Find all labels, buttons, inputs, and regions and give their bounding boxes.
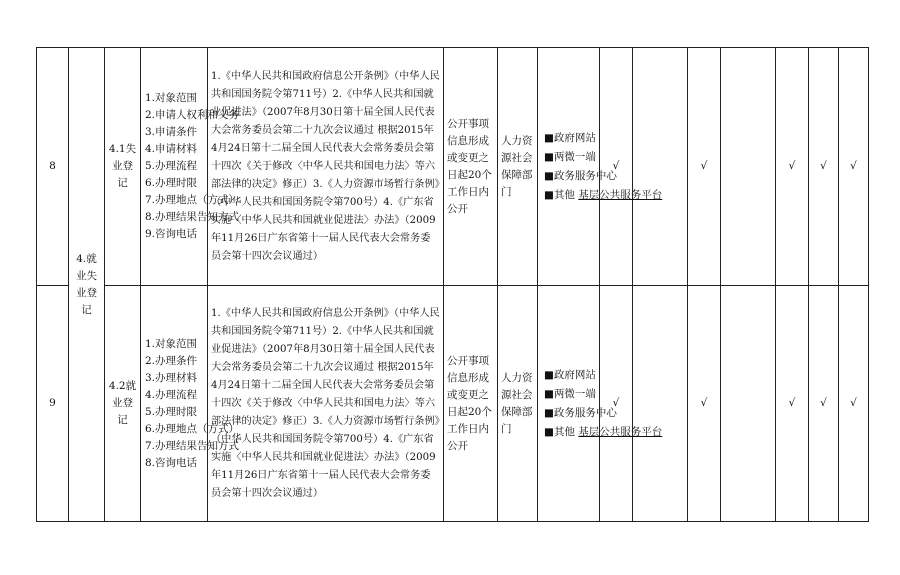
check-cell: √	[809, 48, 839, 286]
check-cell: √	[688, 48, 721, 286]
content-item: 6.办理地点（方式）	[145, 422, 240, 435]
content-item: 3.申请条件	[145, 126, 198, 138]
check-cell	[721, 48, 776, 286]
content-item: 8.办理结果告知方式	[145, 211, 240, 223]
channels	[538, 48, 663, 286]
check-cell: √	[600, 286, 633, 522]
check-cell: √	[839, 286, 869, 522]
sub-item: 4.2就业登记	[105, 286, 141, 522]
channel-item: ■两微一端	[544, 150, 596, 163]
content-item: 8.咨询电话	[145, 456, 198, 469]
content-item: 7.办理地点（方式）	[145, 194, 240, 206]
sub-item: 4.1失业登记	[105, 48, 141, 286]
channel-item: ■政府网站	[544, 368, 596, 381]
legal-basis: 1.《中华人民共和国政府信息公开条例》（中华人民共和国国务院令第711号）2.《中华人民共和国就业促进法》（2007年8月30日第十届全国人民代表大会常务委员会第二十九次会议通过 根据2015年4月24日第十二届全国人民代表大会常务委员会第十四次《关于修改〈中华人民共和国电力法〉等六部法律的决定》修正）3.《人力资源市场暂行条例》（中华人民共和国国务院令第700号）4.《广东省实施〈中华人民共和国就业促进法〉办法》（2009年11月26日广东省第十一届人民代表大会常务委员会第十四次会议通过）	[208, 286, 444, 522]
content-item: 4.办理流程	[145, 388, 198, 401]
check-cell: √	[776, 48, 809, 286]
check-cell: √	[809, 286, 839, 522]
content-item: 6.办理时限	[145, 177, 198, 189]
content-item: 7.办理结果告知方式	[145, 439, 240, 452]
check-cell	[633, 48, 688, 286]
row-number: 9	[37, 286, 69, 522]
table-row	[37, 286, 869, 522]
check-cell: √	[688, 286, 721, 522]
channel-other-link[interactable]: 基层公共服务平台	[578, 188, 663, 201]
channel-item: ■政务服务中心	[544, 169, 617, 182]
content-items	[141, 286, 240, 522]
channels	[538, 286, 663, 522]
check-cell: √	[839, 48, 869, 286]
legal-basis: 1.《中华人民共和国政府信息公开条例》（中华人民共和国国务院令第711号）2.《中华人民共和国就业促进法》（2007年8月30日第十届全国人民代表大会常务委员会第二十九次会议通过 根据2015年4月24日第十二届全国人民代表大会常务委员会第十四次《关于修改〈中华人民共和国电力法〉等六部法律的决定》修正）3.《人力资源市场暂行条例》（中华人民共和国国务院令第700号）4.《广东省实施〈中华人民共和国就业促进法〉办法》（2009年11月26日广东省第十一届人民代表大会常务委员会第十四次会议通过）	[208, 48, 444, 286]
department: 人力资源社会保障部门	[498, 48, 538, 286]
group-label: 4.就业失业登记	[69, 48, 105, 522]
content-item: 1.对象范围	[145, 337, 198, 350]
content-item: 5.办理时限	[145, 405, 198, 418]
content-items	[141, 48, 240, 286]
content-item: 5.办理流程	[145, 160, 198, 172]
channel-item: ■政府网站	[544, 131, 596, 144]
channel-other: ■其他	[544, 425, 575, 438]
content-item: 3.办理材料	[145, 371, 198, 384]
content-item: 2.申请人权利和义务	[145, 109, 240, 121]
content-item: 4.申请材料	[145, 143, 198, 155]
content-item: 2.办理条件	[145, 354, 198, 367]
content-item: 1.对象范围	[145, 92, 198, 104]
table-row	[37, 48, 869, 286]
check-cell: √	[600, 48, 633, 286]
check-cell: √	[776, 286, 809, 522]
channel-item: ■政务服务中心	[544, 406, 617, 419]
time-limit: 公开事项信息形成或变更之日起20个工作日内公开	[444, 286, 498, 522]
channel-other: ■其他	[544, 188, 575, 201]
content-item: 9.咨询电话	[145, 228, 198, 240]
row-number: 8	[37, 48, 69, 286]
disclosure-table	[36, 47, 869, 522]
check-cell	[721, 286, 776, 522]
channel-other-link[interactable]: 基层公共服务平台	[578, 425, 663, 438]
department: 人力资源社会保障部门	[498, 286, 538, 522]
time-limit: 公开事项信息形成或变更之日起20个工作日内公开	[444, 48, 498, 286]
check-cell	[633, 286, 688, 522]
channel-item: ■两微一端	[544, 387, 596, 400]
